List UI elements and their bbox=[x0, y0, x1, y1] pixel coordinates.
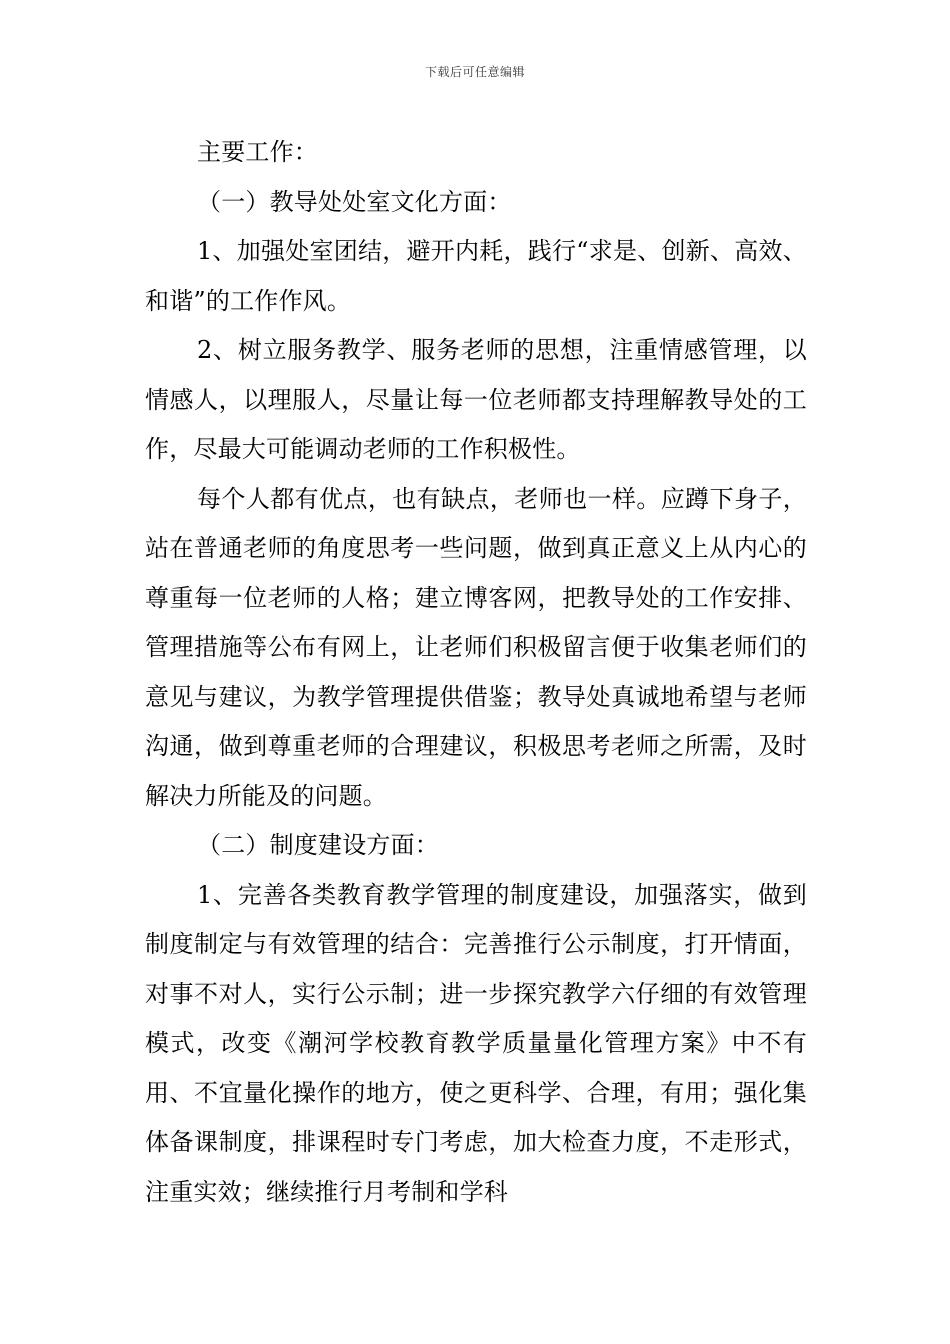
section-heading-1: （一）教导处处室文化方面： bbox=[197, 187, 512, 216]
document-body bbox=[145, 128, 807, 1217]
paragraph-body: 每个人都有优点，也有缺点，老师也一样。应蹲下身子，站在普通老师的角度思考一些问题，做到真正意义上从内心的尊重每一位老师的人格；建立博客网，把教导处的工作安排、管理措施等公布有网上，让老师们积极留言便于收集老师们的意见与建议，为教学管理提供借鉴；教导处真诚地希望与老师沟通，做到尊重老师的合理建议，积极思考老师之所需，及时解决力所能及的问题。 bbox=[145, 484, 807, 810]
paragraph-item-2: 2、树立服务教学、服务老师的思想，注重情感管理，以情感人，以理服人，尽量让每一位老师都支持理解教导处的工作，尽最大可能调动老师的工作积极性。 bbox=[145, 336, 807, 463]
section-heading-2: （二）制度建设方面： bbox=[197, 831, 439, 859]
paragraph-item-3: 1、完善各类教育教学管理的制度建设，加强落实，做到制度制定与有效管理的结合：完善推行公示制度，打开情面，对事不对人，实行公示制；进一步探究教学六仔细的有效管理模式，改变《潮河学校教育教学质量量化管理方案》中不有用、不宜量化操作的地方，使之更科学、合理，有用；强化集体备课制度，排课程时专门考虑，加大检查力度，不走形式，注重实效；继续推行月考制和学科 bbox=[145, 880, 807, 1206]
heading-main-work: 主要工作： bbox=[197, 138, 318, 166]
paragraph-item-1: 1、加强处室团结，避开内耗，践行“求是、创新、高效、和谐”的工作作风。 bbox=[145, 237, 807, 315]
page-header: 下载后可任意编辑 bbox=[424, 65, 525, 79]
